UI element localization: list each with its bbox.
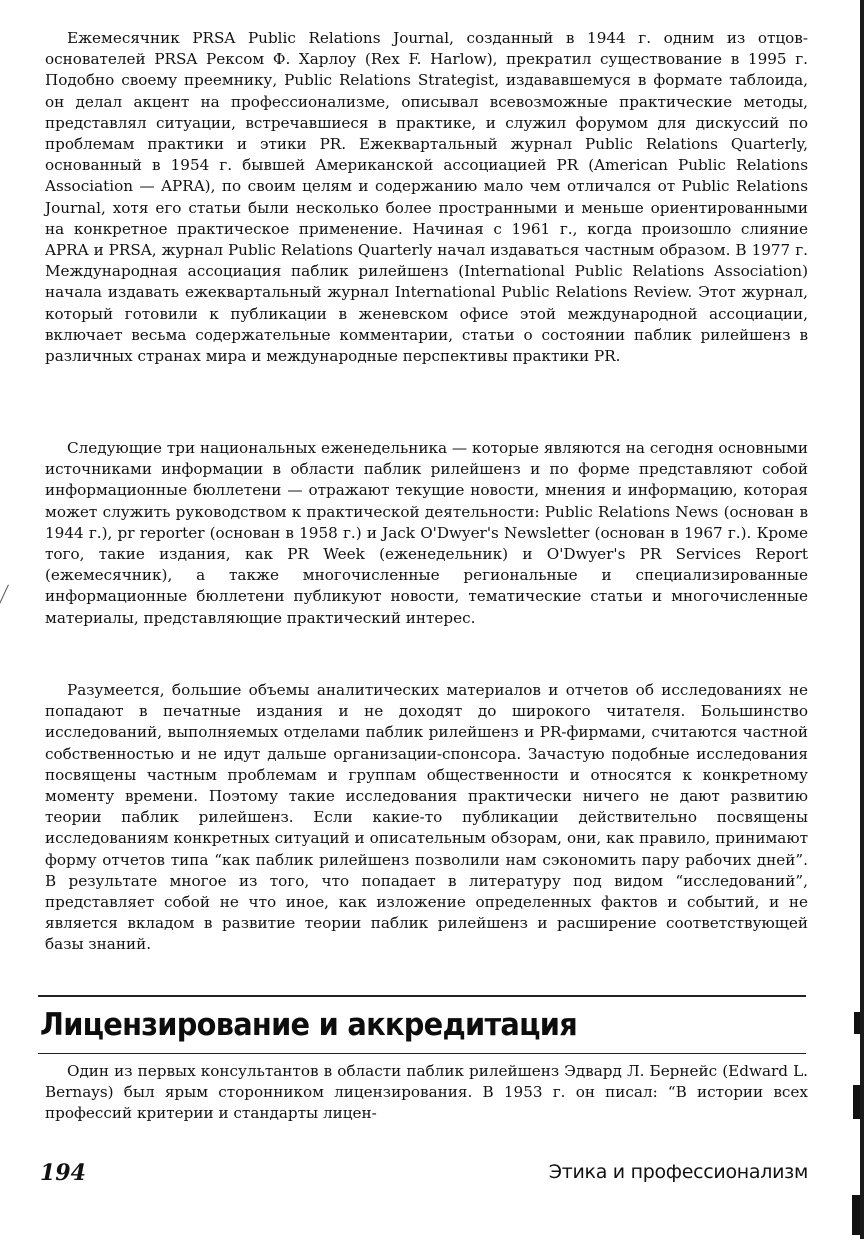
section-rule-top	[38, 995, 806, 997]
paragraph-journals: Ежемесячник PRSA Public Relations Journal, созданный в 1944 г. одним из отцов-основателей PRSA Рексом Ф. Харлоу (Rex F. Harlow), прекратил существование в 1995 г. Подобно своему преемнику, Public Relations Strategist, издававшемуся в формате таблоида, он делал акцент на профессионализме, описывал всевозможные практические методы, представлял ситуации, встречавшиеся в практике, и служил форумом для дискуссий по проблемам практики и этики PR. Ежеквартальный журнал Public Relations Quarterly, основанный в 1954 г. бывшей Американской ассоциацией PR (American Public Relations Association — APRA), по своим целям и содержанию мало чем отличался от Public Relations Journal, хотя его статьи были несколько более пространными и меньше ориентированными на конкретное практическое применение. Начиная с 1961 г., когда произошло слияние APRA и PRSA, журнал Public Relations Quarterly начал издаваться частным образом. В 1977 г. Международная ассоциация паблик рилейшенз (International Public Relations Association) начала издавать ежеквартальный журнал International Public Relations Review. Этот журнал, который готовили к публикации в женевском офисе этой международной ассоциации, включает весьма содержательные комментарии, статьи о состоянии паблик рилейшенз в различных странах мира и международные перспективы практики PR.	[45, 29, 808, 366]
page-number: 194	[40, 1160, 86, 1186]
binding-edge	[860, 0, 864, 1239]
section-heading: Лицензирование и аккредитация	[40, 1007, 577, 1043]
paragraph-licensing: Один из первых консультантов в области паблик рилейшенз Эдвард Л. Бернейс (Edward L. Bernays) был ярым сторонником лицензирования. В 1953 г. он писал: “В истории всех профессий критерии и стандарты лицен-	[45, 1062, 808, 1123]
binding-mark	[854, 1012, 860, 1034]
binding-mark	[853, 1085, 860, 1119]
running-footer-title: Этика и профессионализм	[548, 1161, 808, 1183]
paragraph-newsletters: Следующие три национальных еженедельника — которые являются на сегодня основными источниками информации в области паблик рилейшенз и по форме представляют собой информационные бюллетени — отражают текущие новости, мнения и информацию, которая может служить руководством к практической деятельности: Public Relations News (основан в 1944 г.), pr reporter (основан в 1958 г.) и Jack O'Dwyer's Newsletter (основан в 1967 г.). Кроме того, такие издания, как PR Week (еженедельник) и O'Dwyer's PR Services Report (ежемесячник), а также многочисленные региональные и специализированные информационные бюллетени публикуют новости, тематические статьи и многочисленные материалы, представляющие практический интерес.	[45, 439, 808, 627]
stray-pen-mark	[0, 585, 14, 608]
paragraph-research: Разумеется, большие объемы аналитических материалов и отчетов об исследованиях не попадают в печатные издания и не доходят до широкого читателя. Большинство исследований, выполняемых отделами паблик рилейшенз и PR-фирмами, считаются частной собственностью и не идут дальше организации-спонсора. Зачастую подобные исследования посвящены частным проблемам и группам общественности и относятся к конкретному моменту времени. Поэтому такие исследования практически ничего не дают развитию теории паблик рилейшенз. Если какие-то публикации действительно посвящены исследованиям конкретных ситуаций и описательным обзорам, они, как правило, принимают форму отчетов типа “как паблик рилейшенз позволили нам сэкономить пару рабочих дней”. В результате многое из того, что попадает в литературу под видом “исследований”, представляет собой не что иное, как изложение определенных фактов и событий, и не является вкладом в развитие теории паблик рилейшенз и расширение соответствующей базы знаний.	[45, 681, 808, 954]
section-rule-bottom	[38, 1053, 806, 1054]
binding-mark	[852, 1195, 860, 1235]
